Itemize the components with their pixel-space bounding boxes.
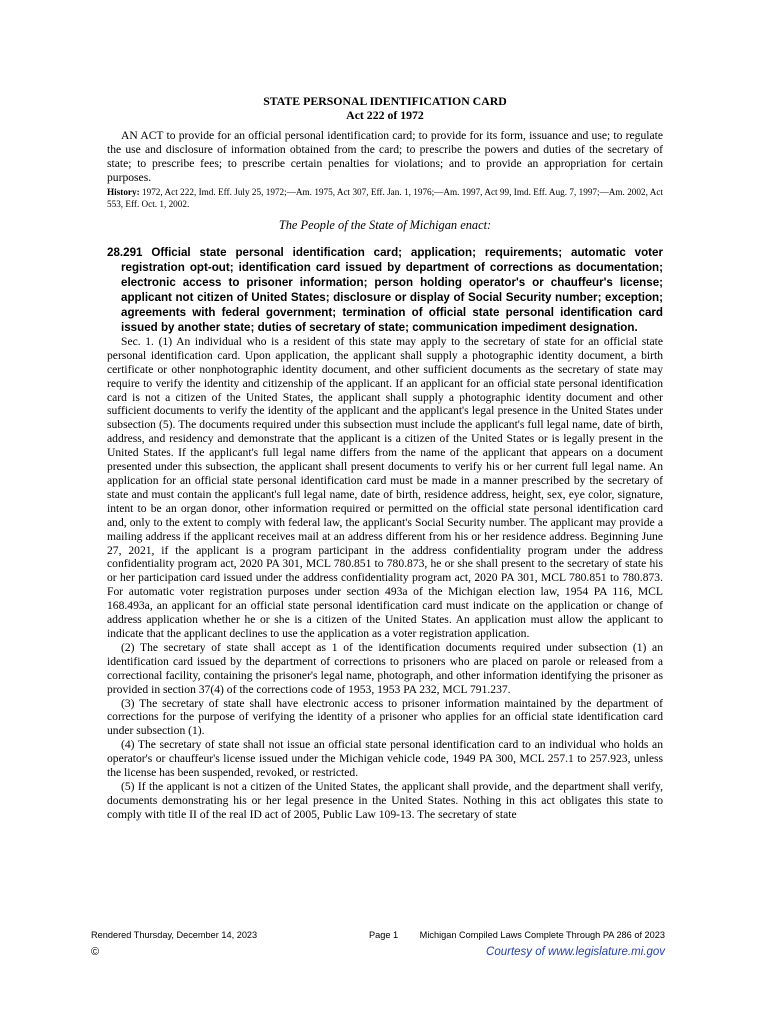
history-label: History:: [107, 186, 140, 197]
document-title: STATE PERSONAL IDENTIFICATION CARD: [263, 94, 507, 108]
paragraph-3: (3) The secretary of state shall have electronic access to prisoner information maintained by the department of corrections for the purpose of verifying the identity of a prisoner who applies for an official state identification card under subsection (1).: [107, 696, 663, 738]
compiled-through: Michigan Compiled Laws Complete Through PA 286 of 2023: [419, 930, 665, 940]
rendered-date: Rendered Thursday, December 14, 2023: [91, 930, 258, 940]
history-text: 1972, Act 222, Imd. Eff. July 25, 1972;—Am. 1975, Act 307, Eff. Jan. 1, 1976;—Am. 1997, Act 99, Imd. Eff. Aug. 7, 1997;—Am. 2002, Act 553, Eff. Oct. 1, 2002.: [107, 186, 663, 209]
section-heading: 28.291 Official state personal identification card; application; requirements; automatic voter registration opt-out; identification card issued by department of corrections as documentation; electronic access to prisoner information; person holding operator's or chauffeur's license; applicant not citizen of United States; disclosure or display of Social Security number; exception; agreements with federal government; termination of official state personal identification card issued by another state; duties of secretary of state; communication impediment designation.: [107, 245, 663, 334]
history-note: [107, 186, 663, 210]
paragraph-2: (2) The secretary of state shall accept as 1 of the identification documents required under subsection (1) an identification card issued by the department of corrections to prisoners who are placed on parole or released from a correctional facility, containing the prisoner's legal name, photograph, and other information identifying the prisoner as provided in section 37(4) of the corrections code of 1953, 1953 PA 232, MCL 791.237.: [107, 640, 663, 696]
paragraph-1: Sec. 1. (1) An individual who is a resident of this state may apply to the secretary of state for an official state personal identification card. Upon application, the applicant shall supply a photographic identity document, a birth certificate or other nonphotographic identity document, and other sufficient documents as the secretary of state may require to verify the identity and citizenship of the applicant. If an applicant for an official state personal identification card is not a citizen of the United States, the applicant shall supply a photographic identity document and other sufficient documents to verify the identity of the applicant and the applicant's legal presence in the United States under subsection (5). The documents required under this subsection must include the applicant's full legal name, date of birth, address, and residency and demonstrate that the applicant is a citizen of the United States or is legally present in the United States. If the applicant's full legal name differs from the name of the applicant that appears on a document presented under this subsection, the applicant shall present documents to verify his or her current full legal name. An application for an official state personal identification card must be made in a manner prescribed by the secretary of state and must contain the applicant's full legal name, date of birth, residence address, height, sex, eye color, signature, intent to be an organ donor, other information required or permitted on the official state personal identification card and, only to the extent to comply with federal law, the applicant's Social Security number. The applicant may provide a mailing address if the applicant receives mail at an address different from his or her residence address. Beginning June 27, 2021, if the applicant is a program participant in the address confidentiality program under the address confidentiality program act, 2020 PA 301, MCL 780.851 to 780.873, he or she shall present to the secretary of state his or her participation card issued under the address confidentiality program act, 2020 PA 301, MCL 780.851 to 780.873. For automatic voter registration purposes under section 493a of the Michigan election law, 1954 PA 116, MCL 168.493a, an applicant for an official state personal identification card must indicate on the application or change of address application whether he or she is a citizen of the United States. An application must allow the applicant to indicate that the applicant declines to use the application as a voter registration application.: [107, 334, 663, 640]
courtesy-link[interactable]: Courtesy of www.legislature.mi.gov: [486, 946, 665, 958]
paragraph-4: (4) The secretary of state shall not issue an official state personal identification card to an individual who holds an operator's or chauffeur's license issued under the Michigan vehicle code, 1949 PA 300, MCL 257.1 to 257.923, unless the license has been suspended, revoked, or restricted.: [107, 738, 663, 780]
preamble: AN ACT to provide for an official personal identification card; to provide for its form, issuance and use; to regulate the use and disclosure of information obtained from the card; to prescribe the powers and duties of the secretary of state; to prescribe fees; to prescribe certain penalties for violations; and to provide an appropriation for certain purposes.: [107, 129, 663, 184]
copyright-symbol: ©: [91, 946, 100, 958]
act-number: Act 222 of 1972: [346, 108, 424, 122]
footer-info: [91, 930, 665, 942]
enacting-clause: The People of the State of Michigan enact:: [278, 218, 492, 233]
paragraph-5: (5) If the applicant is not a citizen of the United States, the applicant shall provide, and the department shall verify, documents demonstrating his or her legal presence in the United States. Nothing in this act obligates this state to comply with title II of the real ID act of 2005, Public Law 109-13. The secretary of state: [107, 779, 663, 821]
document-body: [107, 94, 663, 822]
page-number: Page 1: [369, 930, 399, 940]
footer-credits: [91, 946, 665, 962]
